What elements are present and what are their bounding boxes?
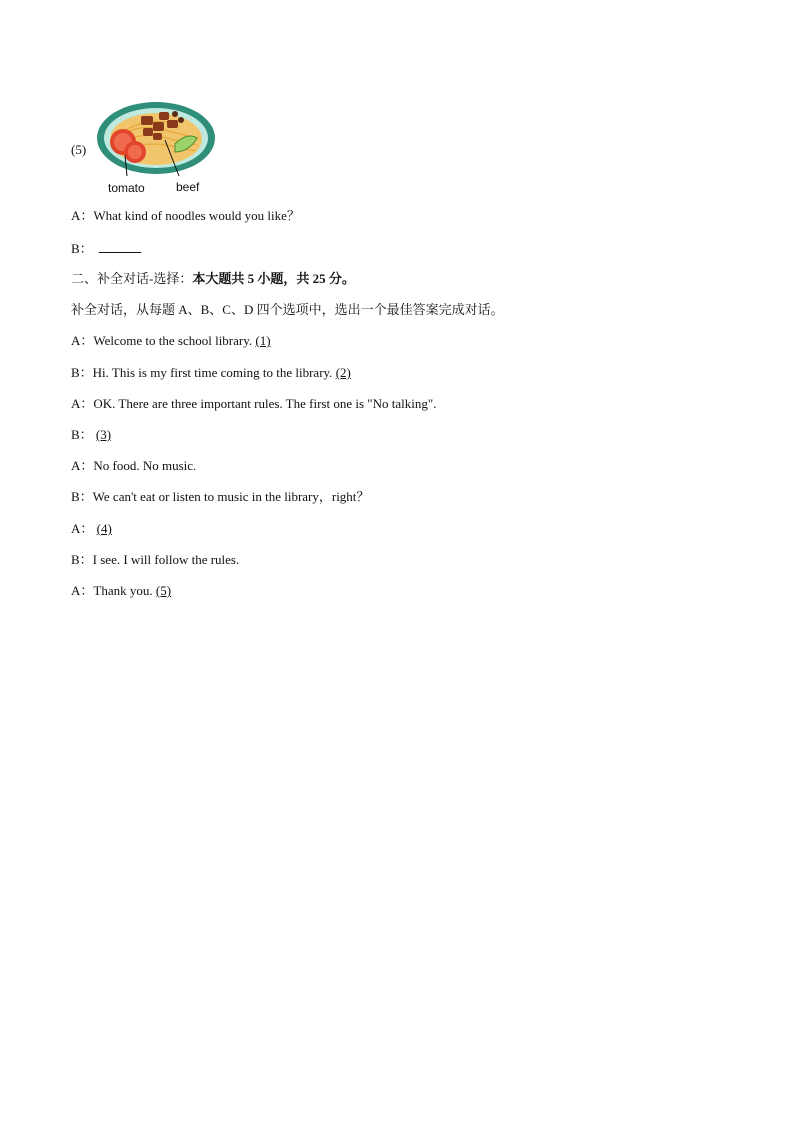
- speaker-label: A：: [71, 333, 94, 348]
- speaker-label: B：: [71, 552, 93, 567]
- speaker-label: B：: [71, 365, 93, 380]
- speaker-label: A：: [71, 458, 94, 473]
- speaker-label: A：: [71, 396, 94, 411]
- dialogue-text: OK. There are three important rules. The first one is "No talking".: [93, 396, 437, 411]
- dialogue-line: [71, 521, 112, 537]
- q5-answer-line: [71, 240, 141, 257]
- section-heading: [71, 271, 355, 287]
- speaker-label: B：: [71, 427, 93, 442]
- section-instructions: 补全对话，从每题 A、B、C、D 四个选项中，选出一个最佳答案完成对话。: [71, 302, 504, 317]
- speaker-label: B：: [71, 489, 93, 504]
- dialogue-blank[interactable]: (1): [255, 333, 271, 348]
- section-heading-prefix: 二、补全对话-选择：: [71, 271, 193, 286]
- dialogue-line: [71, 396, 436, 412]
- dialogue-text: Thank you.: [93, 583, 156, 598]
- dialogue-text: No food. No music.: [93, 458, 197, 473]
- answer-blank[interactable]: [99, 240, 141, 253]
- speaker-label: A：: [71, 583, 94, 598]
- dialogue-line: [71, 333, 271, 349]
- dialogue-blank[interactable]: (3): [95, 427, 112, 442]
- dialogue-line: [71, 583, 171, 599]
- tomato-label: tomato: [108, 181, 145, 195]
- section-heading-bold: 本大题共 5 小题，共 25 分。: [192, 271, 355, 286]
- dialogue-line: [71, 427, 111, 443]
- dialogue-line: [71, 489, 369, 505]
- dialogue-line: [71, 365, 351, 381]
- dialogue-blank[interactable]: (5): [155, 583, 172, 598]
- q5-question-line: [71, 208, 300, 224]
- dialogue-text: I see. I will follow the rules.: [92, 552, 240, 567]
- dialogue-text: We can't eat or listen to music in the library，right？: [92, 489, 370, 504]
- dialogue-blank[interactable]: (4): [96, 521, 112, 536]
- speaker-label: B：: [71, 241, 93, 256]
- dialogue-line: [71, 552, 239, 568]
- question-5-number: (5): [71, 142, 87, 157]
- speaker-label: A：: [71, 521, 94, 536]
- dialogue-text: Hi. This is my first time coming to the library.: [92, 365, 336, 380]
- dialogue-line: [71, 458, 196, 474]
- dialogue-blank[interactable]: (2): [335, 365, 351, 380]
- question-text: What kind of noodles would you like？: [93, 208, 300, 223]
- dialogue-text: Welcome to the school library.: [93, 333, 256, 348]
- speaker-label: A：: [71, 208, 94, 223]
- beef-label: beef: [176, 180, 200, 194]
